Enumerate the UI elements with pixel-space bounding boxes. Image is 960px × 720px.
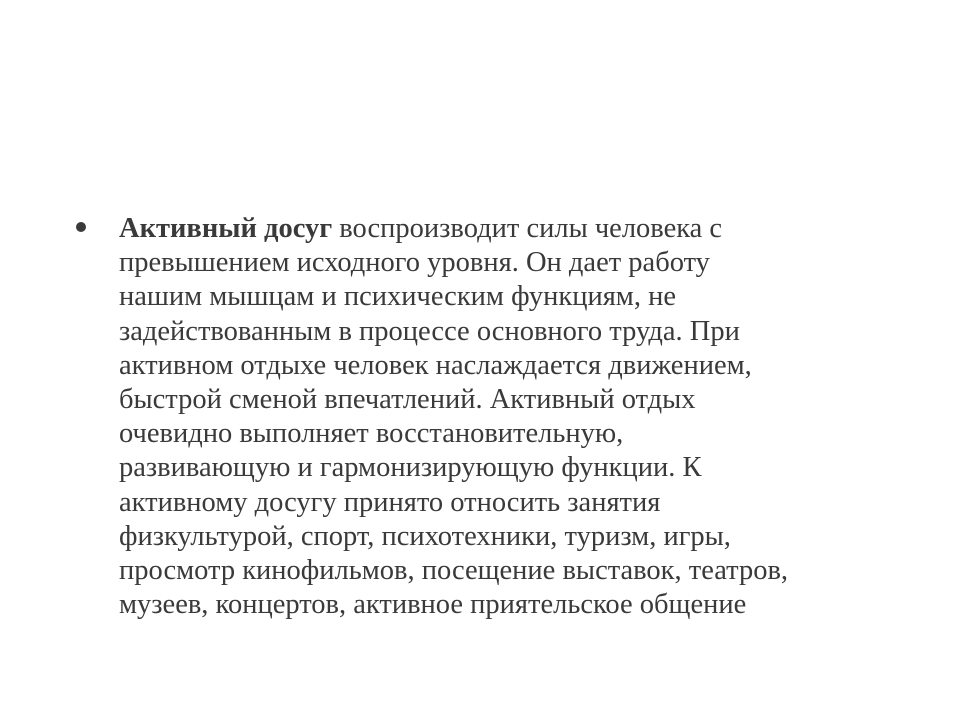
bold-term: Активный досуг [119,213,333,244]
paragraph-line-4: задействованным в процессе основного труда. При [119,315,740,347]
paragraph-line-3: нашим мышцам и психическим функциям, не [119,281,676,313]
paragraph-line-7: очевидно выполняет восстановительную, [119,418,624,450]
bullet-dot-icon [76,222,86,232]
line-text: воспроизводит силы человека с [332,213,723,244]
bullet-paragraph [119,212,899,622]
paragraph-line-10: физкультурой, спорт, психотехники, туризм, игры, [119,520,731,552]
paragraph-line-1 [119,212,899,246]
paragraph-line-6: быстрой сменой впечатлений. Активный отдых [119,384,696,416]
paragraph-line-5: активном отдыхе человек наслаждается движением, [119,349,752,381]
paragraph-line-8: развивающую и гармонизирующую функции. К [119,452,702,484]
paragraph-line-12: музеев, концертов, активное приятельское общение [119,589,747,621]
paragraph-line-2: превышением исходного уровня. Он дает работу [119,247,710,279]
paragraph-line-11: просмотр кинофильмов, посещение выставок, театров, [119,555,789,587]
paragraph-line-9: активному досугу принято относить занятия [119,486,661,518]
